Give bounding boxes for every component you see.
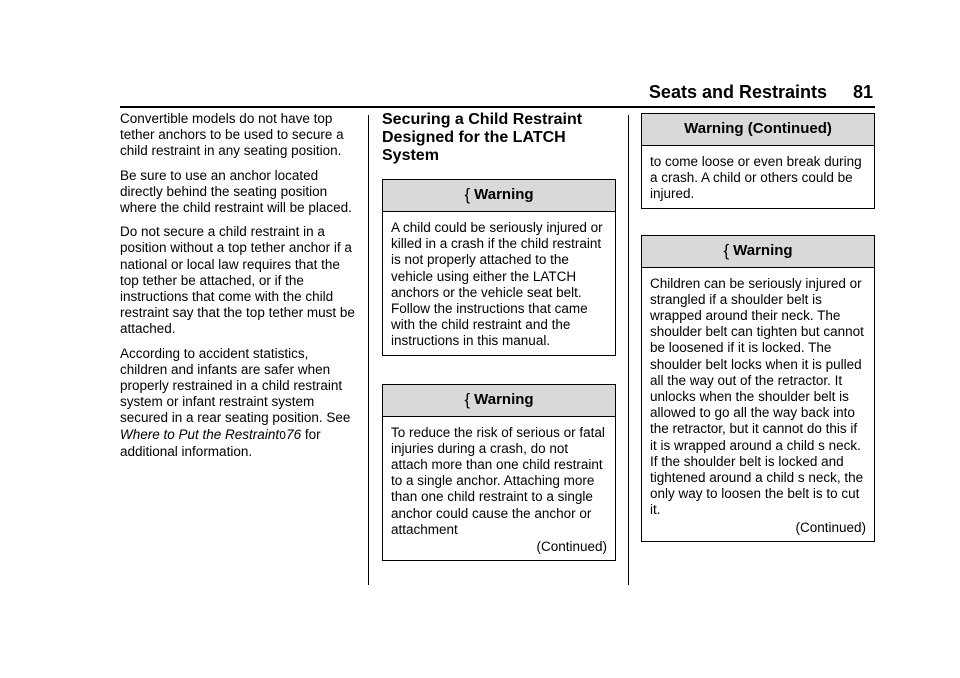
- warning-header: [642, 114, 874, 146]
- paragraph-anchor-location: Be sure to use an anchor located directly behind the seating position where the child restraint will be placed.: [120, 167, 352, 216]
- warning-title: Warning: [474, 391, 534, 409]
- cross-reference-page[interactable]: 76: [286, 426, 302, 442]
- warning-box-continued: [641, 113, 875, 209]
- warning-title: Warning (Continued): [684, 120, 832, 138]
- paragraph-top-tether-law: Do not secure a child restraint in a position without a top tether anchor if a national or local law requires that the top tether be attached, or if the instructions that come with the child restraint say that the top tether must be attached.: [120, 224, 355, 337]
- warning-symbol-icon: {: [464, 185, 471, 205]
- warning-header: [642, 236, 874, 268]
- warning-text: To reduce the risk of serious or fatal injuries during a crash, do not attach more than one child restraint to a single anchor. Attaching more than one child restraint to a single anchor could cause the anchor or attachment: [391, 424, 605, 537]
- warning-text: Children can be seriously injured or strangled if a shoulder belt is wrapped around their neck. The shoulder belt can tighten but cannot be loosened if it is locked. The shoulder belt locks when it is pulled all the way out of the retractor. It unlocks when the shoulder belt is allowed to go all the way back into the retractor, but it cannot do this if it is wrapped around a child s neck. If the shoulder belt is locked and tightened around a child s neck, the only way to loosen the belt is to cut it.: [650, 275, 864, 518]
- warning-box-shoulder-belt: [641, 235, 875, 542]
- paragraph-text-end: for additional information.: [120, 426, 321, 459]
- column-1: [120, 111, 356, 468]
- continued-label: (Continued): [795, 519, 866, 535]
- header-rule: [120, 106, 875, 108]
- page-reference-icon: 0: [279, 428, 287, 442]
- warning-body: [642, 268, 874, 541]
- cross-reference-link[interactable]: Where to Put the Restraint: [120, 426, 280, 442]
- warning-box-single-anchor: [382, 384, 616, 562]
- warning-body: A child could be seriously injured or killed in a crash if the child restraint is not properly attached to the vehicle using either the LATCH anchors or the vehicle seat belt. Follow the instructions that came with the child restraint and the instructions in this manual.: [391, 220, 603, 349]
- paragraph-text: According to accident statistics, children and infants are safer when properly restrained in a child restraint system or infant restraint system secured in a rear seating position. See: [120, 345, 351, 426]
- continued-label: (Continued): [536, 539, 607, 555]
- warning-header: [383, 385, 615, 417]
- paragraph-accident-statistics: [120, 346, 356, 460]
- warning-body: to come loose or even break during a crash. A child or others could be injured.: [650, 154, 862, 202]
- column-divider-right: [628, 115, 629, 585]
- warning-symbol-icon: {: [723, 241, 730, 260]
- column-2: [382, 111, 616, 561]
- warning-title: Warning: [474, 186, 534, 204]
- column-3: [641, 113, 875, 542]
- section-title: Seats and Restraints: [648, 82, 827, 102]
- page-number: 81: [852, 82, 873, 102]
- column-divider-left: [368, 115, 369, 585]
- warning-header: [383, 180, 615, 212]
- warning-box-latch: [382, 179, 616, 356]
- paragraph-convertible: Convertible models do not have top tether anchors to be used to secure a child restraint in any seating position.: [120, 111, 344, 159]
- warning-symbol-icon: {: [464, 390, 471, 410]
- warning-title: Warning: [733, 242, 793, 259]
- section-heading-latch: Securing a Child Restraint Designed for the LATCH System: [382, 111, 583, 164]
- warning-body: [383, 417, 615, 561]
- page-header: [120, 82, 875, 106]
